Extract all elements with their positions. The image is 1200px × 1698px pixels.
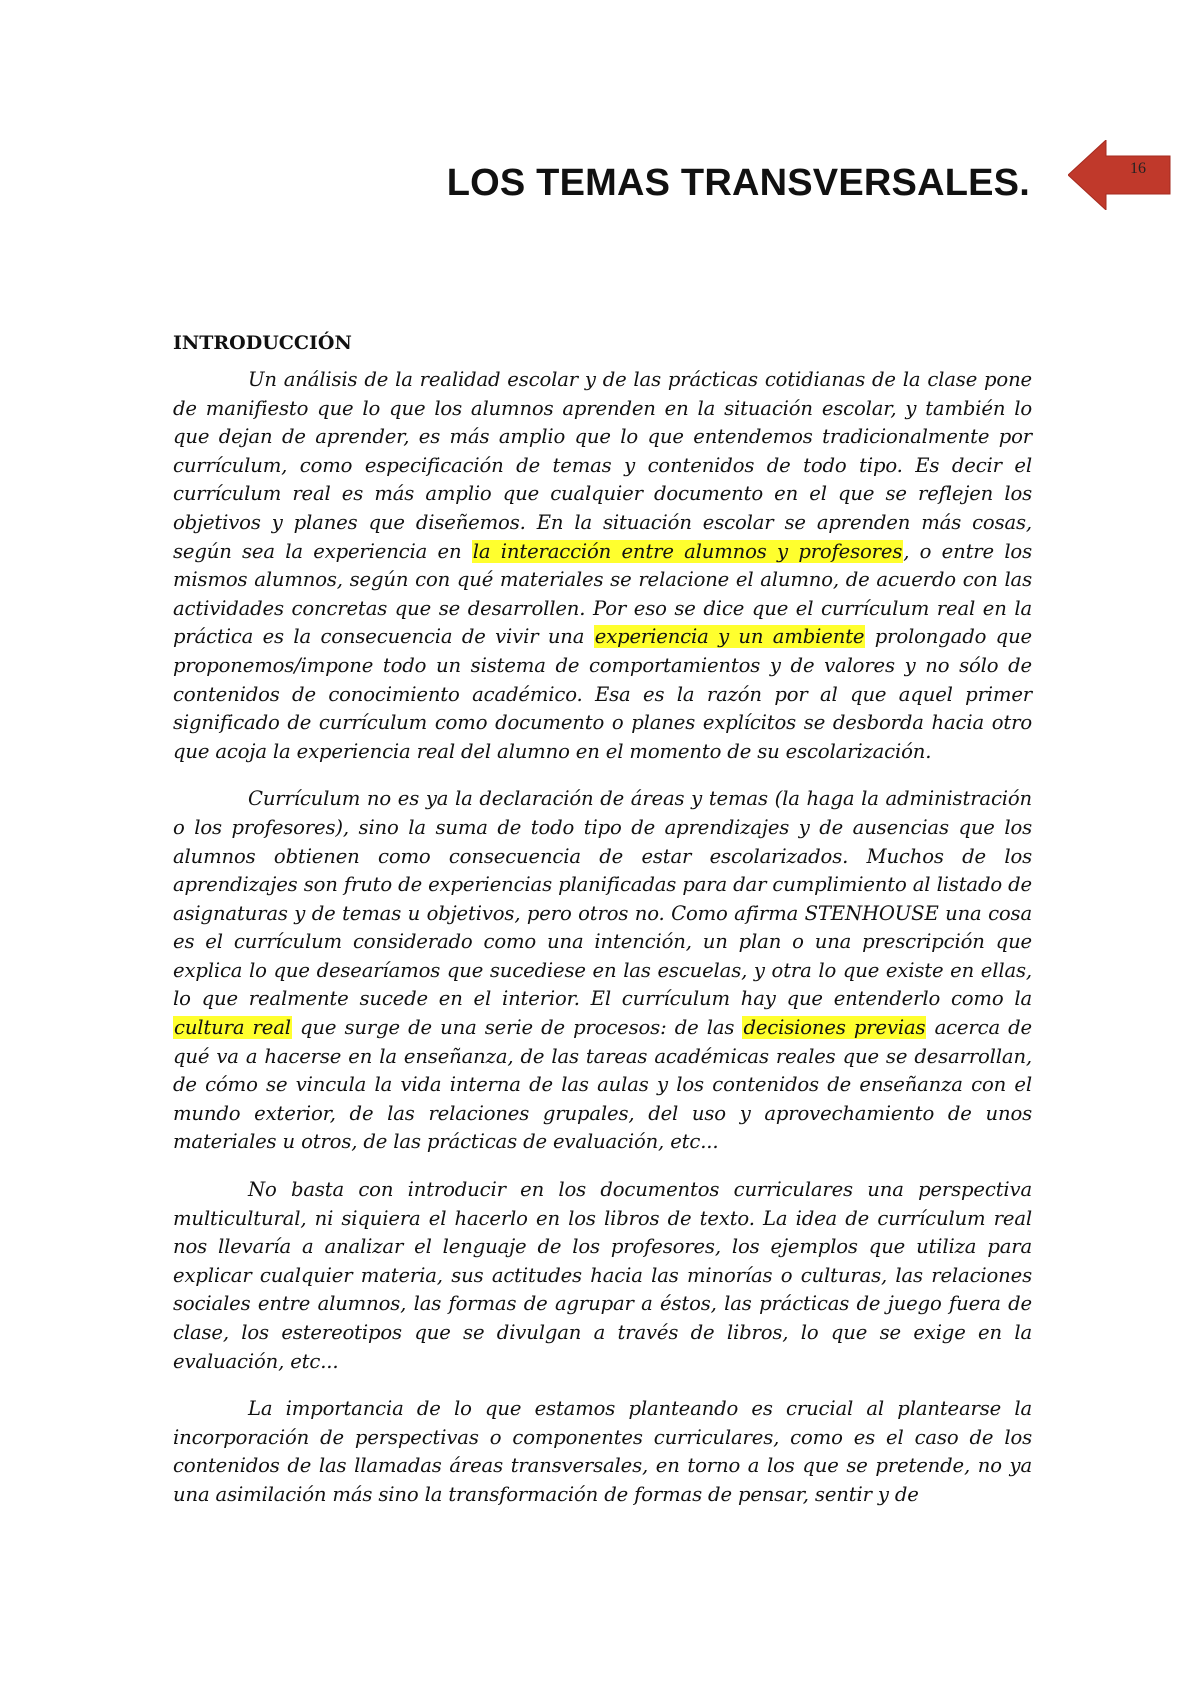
paragraph-text: , o entre los mismos alumnos, según con qué materiales se relacione el alumno, de acuerdo con las actividades concretas que se desarrollen. Por eso se dice que el currículum real en la práctica es la consecuencia de vivir una: [173, 539, 1032, 649]
paragraph-text: acerca de qué va a hacerse en la enseñanza, de las tareas académicas reales que se desarrollan, de cómo se vincula la vida interna de las aulas y los contenidos de enseñanza con el mundo exterior, de las relaciones grupales, del uso y aprovechamiento de unos materiales u otros, de las prácticas de evaluación, etc...: [173, 1016, 1033, 1154]
page-number: 16: [1130, 160, 1146, 177]
paragraph-text: prolongado que proponemos/impone todo un sistema de comportamientos y de valores y no sólo de contenidos de conocimiento académico. Esa es la razón por al que aquel primer significado de currículum como documento o planes explícitos se desborda hacia otro que acoja la experiencia real del alumno en el momento de su escolarización.: [173, 625, 1032, 763]
highlighted-text: la interacción entre alumnos y profesores: [472, 539, 903, 563]
document-body: [173, 330, 1032, 1529]
body-paragraph: [173, 785, 1032, 1157]
paragraph-text: No basta con introducir en los documentos curriculares una perspectiva multicultural, ni siquiera el hacerlo en los libros de texto. La idea de currículum real nos llevaría a analizar el lenguaje de los profesores, los ejemplos que utiliza para explicar cualquier materia, sus actitudes hacia las minorías o culturas, las relaciones sociales entre alumnos, las formas de agrupar a éstos, las prácticas de juego fuera de clase, los estereotipos que se divulgan a través de libros, lo que se exige en la evaluación, etc...: [173, 1178, 1032, 1373]
body-paragraph: [173, 366, 1032, 766]
page-title: LOS TEMAS TRANSVERSALES.: [446, 162, 1030, 204]
paragraph-text: que surge de una serie de procesos: de las: [291, 1016, 743, 1040]
highlighted-text: experiencia y un ambiente: [594, 625, 865, 649]
section-heading: INTRODUCCIÓN: [173, 332, 352, 354]
paragraph-list: [173, 366, 1032, 1510]
body-paragraph: [173, 1395, 1032, 1509]
paragraph-text: Un análisis de la realidad escolar y de las prácticas cotidianas de la clase pone de manifiesto que lo que los alumnos aprenden en la situación escolar, y también lo que dejan de aprender, es más amplio que lo que entendemos tradicionalmente por currículum, como especificación de temas y contenidos de todo tipo. Es decir el currículum real es más amplio que cualquier documento en el que se reflejen los objetivos y planes que diseñemos. En la situación escolar se aprenden más cosas, según sea la experiencia en: [173, 368, 1032, 563]
highlighted-text: decisiones previas: [743, 1016, 926, 1040]
paragraph-text: Currículum no es ya la declaración de áreas y temas (la haga la administración o los profesores), sino la suma de todo tipo de aprendizajes y de ausencias que los alumnos obtienen como consecuencia de estar escolarizados. Muchos de los aprendizajes son fruto de experiencias planificadas para dar cumplimiento al listado de asignaturas y de temas u objetivos, pero otros no. Como afirma STENHOUSE una cosa es el currículum considerado como una intención, un plan o una prescripción que explica lo que desearíamos que sucediese en las escuelas, y otra lo que existe en ellas, lo que realmente sucede en el interior. El currículum hay que entenderlo como la: [173, 787, 1032, 1011]
body-paragraph: [173, 1176, 1032, 1376]
paragraph-text: La importancia de lo que estamos planteando es crucial al plantearse la incorporación de perspectivas o componentes curriculares, como es el caso de los contenidos de las llamadas áreas transversales, en torno a los que se pretende, no ya una asimilación más sino la transformación de formas de pensar, sentir y de: [173, 1397, 1032, 1506]
highlighted-text: cultura real: [174, 1016, 291, 1040]
page-number-marker: [1068, 140, 1172, 210]
